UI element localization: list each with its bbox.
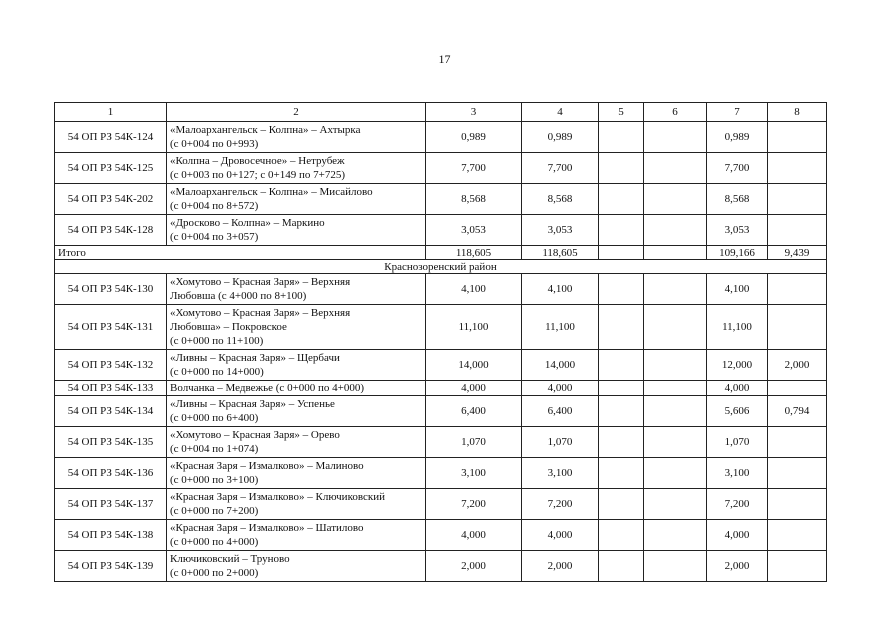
value-cell: 2,000 — [426, 551, 522, 582]
value-cell: 14,000 — [522, 350, 599, 381]
road-name-line: «Хомутово – Красная Заря» – Верхняя — [170, 307, 351, 319]
value-cell — [599, 305, 644, 350]
table-row — [55, 551, 827, 582]
table-row — [55, 458, 827, 489]
value-cell: 7,200 — [522, 489, 599, 520]
column-header: 6 — [644, 103, 707, 122]
value-cell — [599, 458, 644, 489]
value-cell: 4,000 — [707, 520, 768, 551]
road-code: 54 ОП РЗ 54К-124 — [55, 122, 167, 153]
road-code: 54 ОП РЗ 54К-128 — [55, 215, 167, 246]
table-row — [55, 350, 827, 381]
value-cell: 4,100 — [426, 274, 522, 305]
value-cell — [599, 427, 644, 458]
section-row — [55, 260, 827, 274]
column-header: 3 — [426, 103, 522, 122]
road-name-line: (с 0+003 по 0+127; с 0+149 по 7+725) — [170, 169, 345, 181]
table-row — [55, 305, 827, 350]
value-cell: 11,100 — [707, 305, 768, 350]
road-name-line: «Ливны – Красная Заря» – Щербачи — [170, 352, 340, 364]
value-cell — [768, 427, 827, 458]
road-name-line: (с 0+000 по 6+400) — [170, 412, 259, 424]
value-cell: 2,000 — [707, 551, 768, 582]
total-value: 109,166 — [707, 246, 768, 260]
value-cell: 0,794 — [768, 396, 827, 427]
value-cell — [599, 520, 644, 551]
road-code: 54 ОП РЗ 54К-139 — [55, 551, 167, 582]
value-cell — [644, 122, 707, 153]
value-cell — [599, 489, 644, 520]
value-cell — [644, 184, 707, 215]
road-name-line: «Хомутово – Красная Заря» – Верхняя — [170, 276, 351, 288]
road-name — [167, 122, 426, 153]
road-name — [167, 305, 426, 350]
road-name — [167, 427, 426, 458]
total-value — [599, 246, 644, 260]
road-name-line: «Хомутово – Красная Заря» – Орево — [170, 429, 340, 441]
road-name-line: (с 0+000 по 11+100) — [170, 335, 264, 347]
road-name — [167, 274, 426, 305]
value-cell — [644, 551, 707, 582]
road-name-line: Любовша» – Покровское — [170, 321, 287, 333]
value-cell: 4,100 — [522, 274, 599, 305]
value-cell — [768, 458, 827, 489]
table-row — [55, 184, 827, 215]
value-cell: 2,000 — [768, 350, 827, 381]
road-name — [167, 396, 426, 427]
value-cell — [644, 520, 707, 551]
value-cell — [599, 184, 644, 215]
value-cell — [768, 381, 827, 396]
road-name — [167, 381, 426, 396]
value-cell — [644, 305, 707, 350]
road-name — [167, 350, 426, 381]
road-code: 54 ОП РЗ 54К-135 — [55, 427, 167, 458]
value-cell: 1,070 — [522, 427, 599, 458]
value-cell — [599, 381, 644, 396]
column-header: 7 — [707, 103, 768, 122]
value-cell: 0,989 — [426, 122, 522, 153]
total-value — [644, 246, 707, 260]
road-code: 54 ОП РЗ 54К-131 — [55, 305, 167, 350]
value-cell: 8,568 — [707, 184, 768, 215]
road-name — [167, 489, 426, 520]
road-name-line: (с 0+000 по 7+200) — [170, 505, 259, 517]
value-cell — [768, 274, 827, 305]
road-code: 54 ОП РЗ 54К-130 — [55, 274, 167, 305]
value-cell — [768, 520, 827, 551]
value-cell: 6,400 — [426, 396, 522, 427]
value-cell: 4,000 — [426, 520, 522, 551]
road-name-line: «Ливны – Красная Заря» – Успенье — [170, 398, 335, 410]
value-cell — [768, 551, 827, 582]
value-cell: 6,400 — [522, 396, 599, 427]
total-row — [55, 246, 827, 260]
table-row — [55, 489, 827, 520]
road-name-line: (с 0+000 по 4+000) — [170, 536, 259, 548]
value-cell — [599, 122, 644, 153]
value-cell — [644, 153, 707, 184]
roads-table — [54, 102, 827, 582]
road-name-line: «Дросково – Колпна» – Маркино — [170, 217, 325, 229]
road-code: 54 ОП РЗ 54К-138 — [55, 520, 167, 551]
value-cell — [644, 350, 707, 381]
road-code: 54 ОП РЗ 54К-137 — [55, 489, 167, 520]
value-cell: 3,100 — [707, 458, 768, 489]
column-header: 5 — [599, 103, 644, 122]
road-name-line: «Колпна – Дровосечное» – Нетрубеж — [170, 155, 345, 167]
value-cell — [768, 489, 827, 520]
table-row — [55, 153, 827, 184]
value-cell — [644, 458, 707, 489]
road-code: 54 ОП РЗ 54К-133 — [55, 381, 167, 396]
value-cell: 3,100 — [522, 458, 599, 489]
road-code: 54 ОП РЗ 54К-132 — [55, 350, 167, 381]
value-cell — [644, 396, 707, 427]
road-name — [167, 551, 426, 582]
table-row — [55, 381, 827, 396]
section-title: Краснозоренский район — [55, 260, 827, 274]
value-cell — [768, 184, 827, 215]
total-value: 118,605 — [522, 246, 599, 260]
road-name-line: (с 0+000 по 2+000) — [170, 567, 259, 579]
value-cell — [768, 122, 827, 153]
road-code: 54 ОП РЗ 54К-125 — [55, 153, 167, 184]
road-code: 54 ОП РЗ 54К-134 — [55, 396, 167, 427]
value-cell — [599, 396, 644, 427]
value-cell: 7,700 — [522, 153, 599, 184]
value-cell — [644, 489, 707, 520]
value-cell: 1,070 — [707, 427, 768, 458]
road-name — [167, 520, 426, 551]
value-cell: 0,989 — [522, 122, 599, 153]
road-name-line: «Красная Заря – Измалково» – Малиново — [170, 460, 364, 472]
value-cell: 4,000 — [522, 520, 599, 551]
table-body — [55, 103, 827, 582]
road-name-line: «Красная Заря – Измалково» – Ключиковский — [170, 491, 385, 503]
road-name-line: (с 0+004 по 1+074) — [170, 443, 259, 455]
value-cell — [599, 274, 644, 305]
column-header: 2 — [167, 103, 426, 122]
value-cell: 12,000 — [707, 350, 768, 381]
value-cell: 7,700 — [426, 153, 522, 184]
road-name-line: «Красная Заря – Измалково» – Шатилово — [170, 522, 364, 534]
value-cell — [644, 427, 707, 458]
value-cell — [644, 274, 707, 305]
value-cell: 7,200 — [426, 489, 522, 520]
road-code: 54 ОП РЗ 54К-202 — [55, 184, 167, 215]
table-row — [55, 396, 827, 427]
road-name-line: (с 0+004 по 0+993) — [170, 138, 259, 150]
value-cell — [768, 215, 827, 246]
column-header: 8 — [768, 103, 827, 122]
value-cell: 4,100 — [707, 274, 768, 305]
value-cell: 3,053 — [426, 215, 522, 246]
value-cell — [644, 381, 707, 396]
road-name — [167, 153, 426, 184]
road-name-line: (с 0+000 по 3+100) — [170, 474, 259, 486]
value-cell: 1,070 — [426, 427, 522, 458]
value-cell: 3,053 — [522, 215, 599, 246]
value-cell: 5,606 — [707, 396, 768, 427]
total-value: 9,439 — [768, 246, 827, 260]
column-header: 4 — [522, 103, 599, 122]
road-name-line: (с 0+004 по 3+057) — [170, 231, 259, 243]
value-cell — [768, 153, 827, 184]
road-name-line: «Малоархангельск – Колпна» – Мисайлово — [170, 186, 373, 198]
value-cell: 11,100 — [522, 305, 599, 350]
value-cell: 7,700 — [707, 153, 768, 184]
value-cell: 4,000 — [707, 381, 768, 396]
value-cell — [644, 215, 707, 246]
road-code: 54 ОП РЗ 54К-136 — [55, 458, 167, 489]
value-cell: 4,000 — [522, 381, 599, 396]
road-name — [167, 215, 426, 246]
road-name — [167, 458, 426, 489]
road-name-line: «Малоархангельск – Колпна» – Ахтырка — [170, 124, 361, 136]
value-cell — [599, 551, 644, 582]
road-name — [167, 184, 426, 215]
table-row — [55, 520, 827, 551]
value-cell — [599, 153, 644, 184]
value-cell: 7,200 — [707, 489, 768, 520]
value-cell: 8,568 — [426, 184, 522, 215]
value-cell: 11,100 — [426, 305, 522, 350]
table-row — [55, 215, 827, 246]
value-cell — [599, 350, 644, 381]
road-name-line: (с 0+004 по 8+572) — [170, 200, 259, 212]
column-header: 1 — [55, 103, 167, 122]
road-name-line: Волчанка – Медвежье (с 0+000 по 4+000) — [170, 381, 365, 394]
value-cell: 2,000 — [522, 551, 599, 582]
table-row — [55, 122, 827, 153]
value-cell: 8,568 — [522, 184, 599, 215]
value-cell: 3,100 — [426, 458, 522, 489]
total-label: Итого — [55, 246, 426, 260]
value-cell: 4,000 — [426, 381, 522, 396]
page-number: 17 — [438, 52, 451, 66]
header-row — [55, 103, 827, 122]
table-row — [55, 274, 827, 305]
road-name-line: Любовша (с 4+000 по 8+100) — [170, 290, 307, 302]
value-cell — [768, 305, 827, 350]
road-name-line: (с 0+000 по 14+000) — [170, 366, 264, 378]
table-row — [55, 427, 827, 458]
road-name-line: Ключиковский – Труново — [170, 553, 290, 565]
value-cell: 0,989 — [707, 122, 768, 153]
total-value: 118,605 — [426, 246, 522, 260]
value-cell: 3,053 — [707, 215, 768, 246]
value-cell: 14,000 — [426, 350, 522, 381]
value-cell — [599, 215, 644, 246]
